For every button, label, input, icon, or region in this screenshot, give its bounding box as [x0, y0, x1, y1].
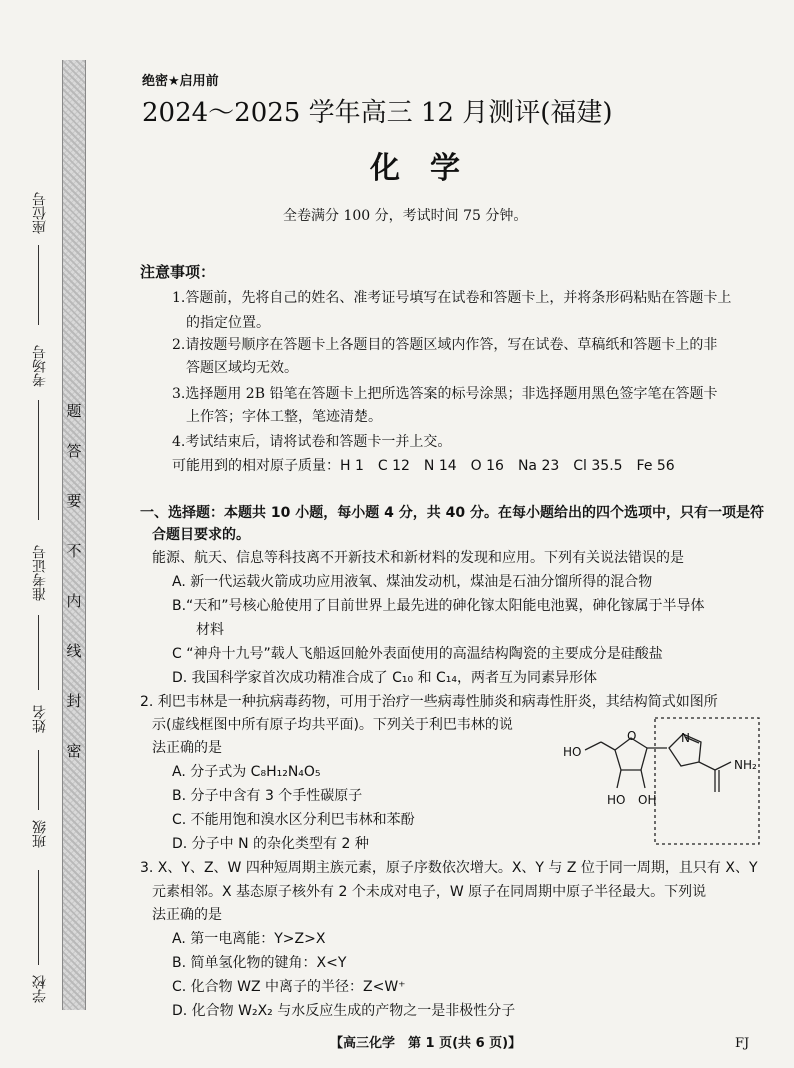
atomic-masses: 可能用到的相对原子质量：H 1 C 12 N 14 O 16 Na 23 Cl 35.5 Fe 56 — [172, 458, 675, 474]
struct-nh2: NH₂ — [734, 758, 757, 772]
school-label: 学校 — [32, 975, 48, 1003]
q3-stem: 3. X、Y、Z、W 四种短周期主族元素，原子序数依次增大。X、Y 与 Z 位于同一周期，且只有 X、Y — [140, 860, 758, 876]
class-field[interactable] — [38, 870, 39, 965]
note-line: 3.选择题用 2B 铅笔在答题卡上把所选答案的标号涂黑；非选择题用黑色签字笔在答题卡 — [172, 386, 718, 402]
admission-label: 准考证号 — [32, 545, 48, 601]
note-line: 上作答；字体工整，笔迹清楚。 — [186, 409, 382, 425]
seal-char: 题 — [66, 402, 82, 420]
struct-oh1: HO — [607, 793, 626, 807]
q3-option-b: B. 简单氢化物的键角：X<Y — [172, 955, 347, 971]
seat-field[interactable] — [38, 245, 39, 325]
q3-option-c: C. 化合物 WZ 中离子的半径：Z<W⁺ — [172, 979, 406, 995]
q3-stem-cont: 元素相邻。X 基态原子核外有 2 个未成对电子，W 原子在同周期中原子半径最大。下列说 — [152, 884, 707, 900]
binding-strip — [62, 60, 86, 1010]
exam-title: 2024～2025 学年高三 12 月测评(福建) — [142, 98, 613, 128]
note-line: 1.答题前，先将自己的姓名、准考证号填写在试卷和答题卡上，并将条形码粘贴在答题卡上 — [172, 290, 732, 306]
note-line: 2.请按题号顺序在答题卡上各题目的答题区域内作答，写在试卷、草稿纸和答题卡上的非 — [172, 337, 718, 353]
q2-option-d: D. 分子中 N 的杂化类型有 2 种 — [172, 836, 369, 852]
seal-char: 答 — [66, 442, 82, 460]
exam-room-label: 考场号 — [32, 345, 48, 387]
q2-option-a: A. 分子式为 C₈H₁₂N₄O₅ — [172, 764, 321, 780]
q2-option-c: C. 不能用饱和溴水区分利巴韦林和苯酚 — [172, 812, 415, 828]
name-field[interactable] — [38, 750, 39, 810]
q1-stem: 能源、航天、信息等科技离不开新技术和新材料的发现和应用。下列有关说法错误的是 — [152, 550, 684, 566]
q1-option-d: D. 我国科学家首次成功精准合成了 C₁₀ 和 C₁₄，两者互为同素异形体 — [172, 670, 598, 686]
seat-label: 座位号 — [32, 192, 48, 234]
seal-char: 线 — [66, 642, 82, 660]
exam-room-field[interactable] — [38, 400, 39, 520]
score-info: 全卷满分 100 分，考试时间 75 分钟。 — [283, 208, 528, 224]
q1-option-b: B.“天和”号核心舱使用了目前世界上最先进的砷化镓太阳能电池翼，砷化镓属于半导体 — [172, 598, 705, 614]
q1-option-b-cont: 材料 — [196, 622, 224, 638]
notes-heading: 注意事项： — [140, 263, 216, 281]
struct-oh2: OH — [638, 793, 657, 807]
struct-o: O — [627, 729, 637, 743]
class-label: 班级 — [32, 820, 48, 848]
seal-char: 不 — [66, 542, 82, 560]
subject-title: 化 学 — [370, 151, 460, 186]
note-line: 的指定位置。 — [186, 315, 270, 331]
q2-stem-cont2: 法正确的是 — [152, 740, 222, 756]
seal-char: 封 — [66, 692, 82, 710]
q1-option-c: C “神舟十九号”载人飞船返回舱外表面使用的高温结构陶瓷的主要成分是硅酸盐 — [172, 646, 663, 662]
note-line: 4.考试结束后，请将试卷和答题卡一并上交。 — [172, 434, 452, 450]
section-heading: 一、选择题：本题共 10 小题，每小题 4 分，共 40 分。在每小题给出的四个选项中，只有一项是符 — [140, 505, 764, 521]
q2-option-b: B. 分子中含有 3 个手性碳原子 — [172, 788, 363, 804]
struct-ho: HO — [563, 745, 582, 759]
admission-field[interactable] — [38, 615, 39, 690]
q1-option-a: A. 新一代运载火箭成功应用液氧、煤油发动机，煤油是石油分馏所得的混合物 — [172, 574, 653, 590]
page-footer: 【高三化学 第 1 页(共 6 页)】 — [330, 1036, 522, 1051]
note-line: 答题区域均无效。 — [186, 360, 298, 376]
q3-option-d: D. 化合物 W₂X₂ 与水反应生成的产物之一是非极性分子 — [172, 1003, 516, 1019]
section-heading-cont: 合题目要求的。 — [152, 527, 250, 543]
struct-n: N — [681, 731, 690, 745]
q2-stem-cont: 示(虚线框图中所有原子均共平面)。下列关于利巴韦林的说 — [152, 717, 513, 733]
footer-code: FJ — [735, 1036, 750, 1051]
q3-option-a: A. 第一电离能：Y>Z>X — [172, 931, 326, 947]
secret-mark: 绝密★启用前 — [142, 74, 219, 89]
seal-char: 内 — [66, 592, 82, 610]
q2-stem: 2. 利巴韦林是一种抗病毒药物，可用于治疗一些病毒性肺炎和病毒性肝炎，其结构简式如图所 — [140, 694, 718, 710]
q3-stem-cont2: 法正确的是 — [152, 907, 222, 923]
seal-char: 要 — [66, 492, 82, 510]
ribavirin-structure — [555, 712, 765, 852]
name-label: 姓名 — [32, 705, 48, 733]
seal-char: 密 — [66, 742, 82, 760]
